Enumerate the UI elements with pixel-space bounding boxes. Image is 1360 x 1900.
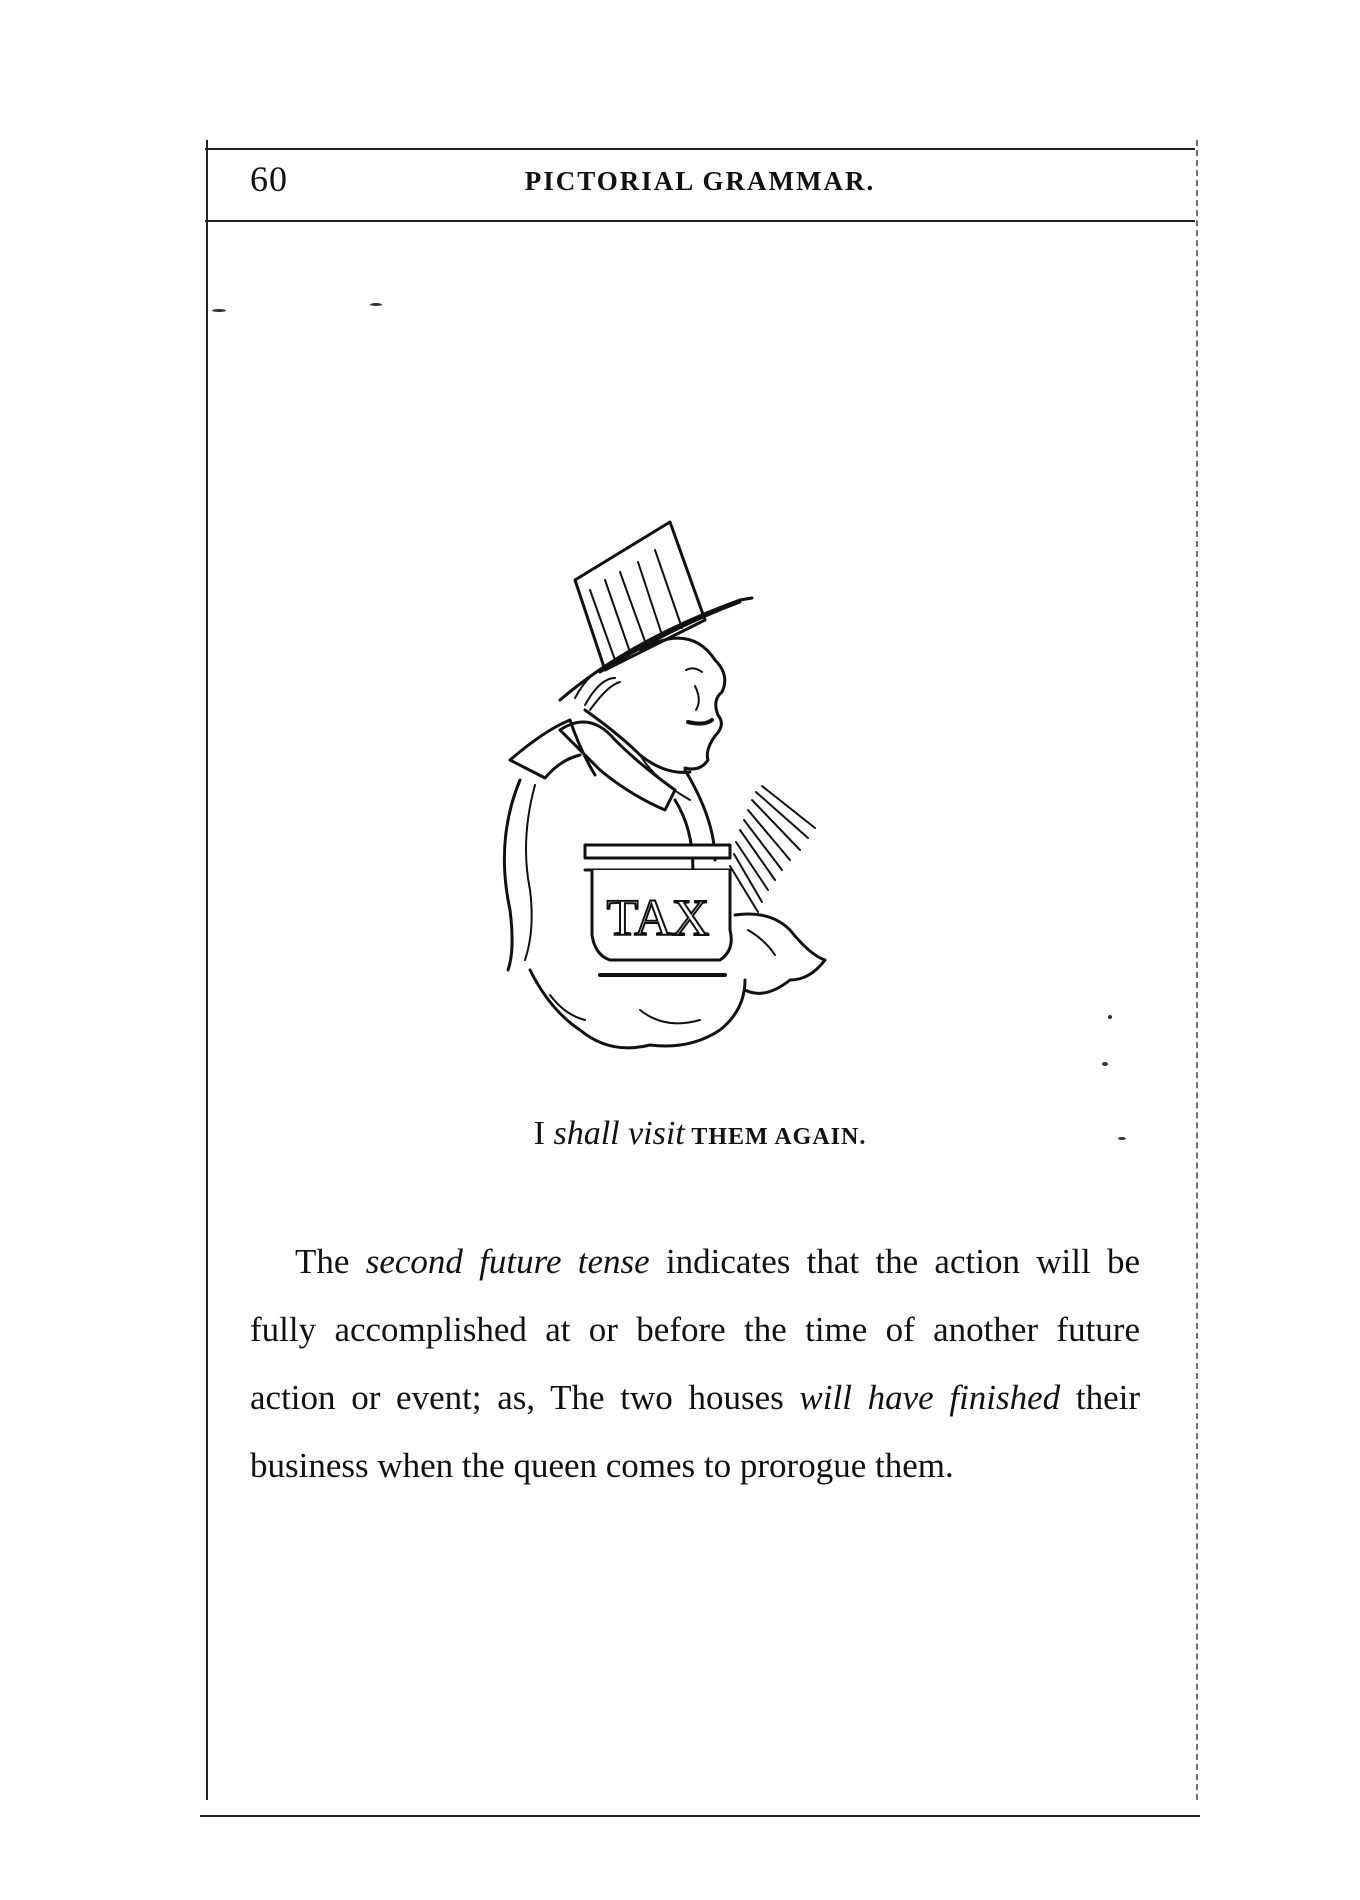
caption-rest: THEM AGAIN. [684,1124,867,1150]
scan-speck [1102,1062,1108,1066]
frame-right-rule [1196,140,1198,1800]
term-second-future-tense: second future tense [365,1242,650,1281]
running-title: PICTORIAL GRAMMAR. [524,166,876,196]
tax-collector-illustration [490,510,910,1080]
paragraph-part-1: The [295,1242,366,1281]
header-rule [205,220,1195,222]
frame-top-rule [205,148,1195,150]
tax-badge-text: TAX [606,890,710,947]
illustration-caption [250,1115,1150,1153]
frame-left-rule [206,140,208,1800]
caption-lead: I [533,1115,554,1152]
scan-speck [1108,1015,1112,1019]
paragraph-part-3: their business when the queen comes to prorogue them. [250,1378,1141,1485]
paragraph-part-2: indicates that the action will be fully accomplished at or before the time of another future action or event; as, The two houses [250,1242,1140,1417]
grammar-paragraph [250,1228,1140,1500]
scan-speck [212,309,226,312]
scan-speck [1118,1137,1126,1140]
scan-speck [370,303,382,306]
page-number: 60 [250,159,288,199]
caption-verb: shall visit [553,1115,685,1152]
term-will-have-finished: will have finished [799,1378,1061,1417]
frame-bottom-rule [200,1815,1200,1817]
